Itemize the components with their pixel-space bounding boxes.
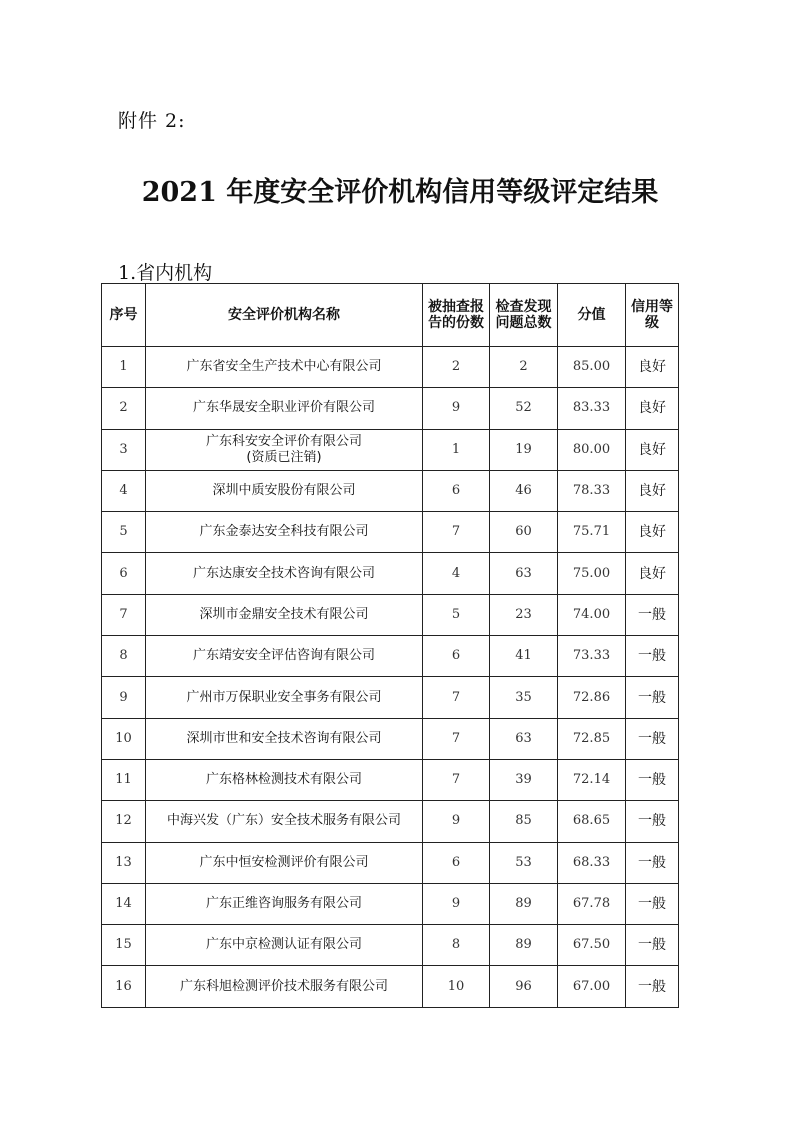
row-score: 72.14: [558, 759, 626, 800]
row-institution-name: 深圳市金鼎安全技术有限公司: [146, 594, 423, 635]
row-issue-count: 63: [490, 553, 558, 594]
row-institution-name: 广东科旭检测评价技术服务有限公司: [146, 966, 423, 1007]
row-score: 75.71: [558, 512, 626, 553]
row-report-count: 4: [423, 553, 490, 594]
table-row: [102, 470, 679, 511]
row-report-count: 7: [423, 759, 490, 800]
section-heading: 1.省内机构: [118, 262, 213, 284]
header-name: 安全评价机构名称: [146, 284, 423, 347]
row-issue-count: 85: [490, 801, 558, 842]
row-score: 83.33: [558, 388, 626, 429]
table-row: [102, 759, 679, 800]
table-row: [102, 388, 679, 429]
header-level: 信用等级: [626, 284, 679, 347]
table-row: [102, 553, 679, 594]
row-institution-name: [146, 429, 423, 470]
row-institution-name: 广东中京检测认证有限公司: [146, 925, 423, 966]
row-score: 67.78: [558, 883, 626, 924]
row-institution-name: 广州市万保职业安全事务有限公司: [146, 677, 423, 718]
row-institution-name: 广东华晟安全职业评价有限公司: [146, 388, 423, 429]
row-report-count: 8: [423, 925, 490, 966]
attachment-label: 附件 2:: [118, 110, 186, 132]
row-credit-level: 一般: [626, 925, 679, 966]
row-institution-name: 广东正维咨询服务有限公司: [146, 883, 423, 924]
row-score: 67.00: [558, 966, 626, 1007]
row-report-count: 6: [423, 636, 490, 677]
row-issue-count: 89: [490, 925, 558, 966]
row-institution-name: 深圳市世和安全技术咨询有限公司: [146, 718, 423, 759]
credit-rating-table: [101, 283, 679, 1008]
row-issue-count: 60: [490, 512, 558, 553]
row-credit-level: 一般: [626, 883, 679, 924]
row-seq: 14: [102, 883, 146, 924]
row-seq: 4: [102, 470, 146, 511]
row-issue-count: 39: [490, 759, 558, 800]
row-seq: 6: [102, 553, 146, 594]
row-issue-count: 52: [490, 388, 558, 429]
row-score: 78.33: [558, 470, 626, 511]
row-report-count: 9: [423, 801, 490, 842]
table-row: [102, 883, 679, 924]
row-seq: 11: [102, 759, 146, 800]
row-issue-count: 41: [490, 636, 558, 677]
table-row: [102, 842, 679, 883]
row-report-count: 10: [423, 966, 490, 1007]
row-report-count: 2: [423, 347, 490, 388]
row-seq: 5: [102, 512, 146, 553]
header-issues: 检查发现问题总数: [490, 284, 558, 347]
table-row: [102, 594, 679, 635]
row-seq: 16: [102, 966, 146, 1007]
row-score: 74.00: [558, 594, 626, 635]
row-score: 68.65: [558, 801, 626, 842]
table-row: [102, 925, 679, 966]
row-issue-count: 2: [490, 347, 558, 388]
row-credit-level: 一般: [626, 842, 679, 883]
row-institution-name: 深圳中质安股份有限公司: [146, 470, 423, 511]
table-row: [102, 636, 679, 677]
row-credit-level: 一般: [626, 636, 679, 677]
row-report-count: 9: [423, 883, 490, 924]
row-issue-count: 46: [490, 470, 558, 511]
row-report-count: 7: [423, 512, 490, 553]
institution-name: 广东科安安全评价有限公司: [205, 433, 362, 449]
institution-status-note: (资质已注销): [246, 449, 322, 465]
row-report-count: 9: [423, 388, 490, 429]
row-seq: 2: [102, 388, 146, 429]
row-report-count: 6: [423, 842, 490, 883]
row-score: 68.33: [558, 842, 626, 883]
row-credit-level: 良好: [626, 553, 679, 594]
row-credit-level: 良好: [626, 512, 679, 553]
row-credit-level: 一般: [626, 759, 679, 800]
header-seq: 序号: [102, 284, 146, 347]
row-report-count: 7: [423, 718, 490, 759]
row-credit-level: 良好: [626, 388, 679, 429]
document-title: 2021 年度安全评价机构信用等级评定结果: [141, 177, 659, 208]
row-report-count: 5: [423, 594, 490, 635]
row-score: 73.33: [558, 636, 626, 677]
table-body: [102, 347, 679, 1008]
table-row: [102, 347, 679, 388]
table-row: [102, 718, 679, 759]
row-report-count: 6: [423, 470, 490, 511]
row-score: 85.00: [558, 347, 626, 388]
row-institution-name: 中海兴发（广东）安全技术服务有限公司: [146, 801, 423, 842]
row-institution-name: 广东靖安安全评估咨询有限公司: [146, 636, 423, 677]
row-report-count: 1: [423, 429, 490, 470]
table-row: [102, 512, 679, 553]
row-institution-name: 广东格林检测技术有限公司: [146, 759, 423, 800]
header-score: 分值: [558, 284, 626, 347]
row-seq: 13: [102, 842, 146, 883]
row-issue-count: 53: [490, 842, 558, 883]
row-score: 72.85: [558, 718, 626, 759]
row-credit-level: 一般: [626, 801, 679, 842]
row-credit-level: 良好: [626, 470, 679, 511]
row-credit-level: 一般: [626, 718, 679, 759]
row-seq: 12: [102, 801, 146, 842]
row-score: 67.50: [558, 925, 626, 966]
row-institution-name: 广东省安全生产技术中心有限公司: [146, 347, 423, 388]
row-issue-count: 96: [490, 966, 558, 1007]
row-issue-count: 19: [490, 429, 558, 470]
row-issue-count: 35: [490, 677, 558, 718]
row-issue-count: 63: [490, 718, 558, 759]
row-report-count: 7: [423, 677, 490, 718]
row-credit-level: 一般: [626, 594, 679, 635]
row-seq: 7: [102, 594, 146, 635]
row-issue-count: 23: [490, 594, 558, 635]
row-score: 75.00: [558, 553, 626, 594]
row-seq: 3: [102, 429, 146, 470]
table-row: [102, 677, 679, 718]
row-credit-level: 良好: [626, 347, 679, 388]
row-institution-name: 广东金泰达安全科技有限公司: [146, 512, 423, 553]
row-credit-level: 一般: [626, 677, 679, 718]
row-credit-level: 良好: [626, 429, 679, 470]
row-seq: 15: [102, 925, 146, 966]
row-score: 80.00: [558, 429, 626, 470]
table-row: [102, 801, 679, 842]
table-row: [102, 966, 679, 1007]
row-seq: 9: [102, 677, 146, 718]
row-institution-name: 广东达康安全技术咨询有限公司: [146, 553, 423, 594]
table-header-row: [102, 284, 679, 347]
row-score: 72.86: [558, 677, 626, 718]
row-seq: 1: [102, 347, 146, 388]
row-credit-level: 一般: [626, 966, 679, 1007]
header-reports: 被抽查报告的份数: [423, 284, 490, 347]
row-institution-name: 广东中恒安检测评价有限公司: [146, 842, 423, 883]
row-seq: 10: [102, 718, 146, 759]
table-row: [102, 429, 679, 470]
row-seq: 8: [102, 636, 146, 677]
row-issue-count: 89: [490, 883, 558, 924]
